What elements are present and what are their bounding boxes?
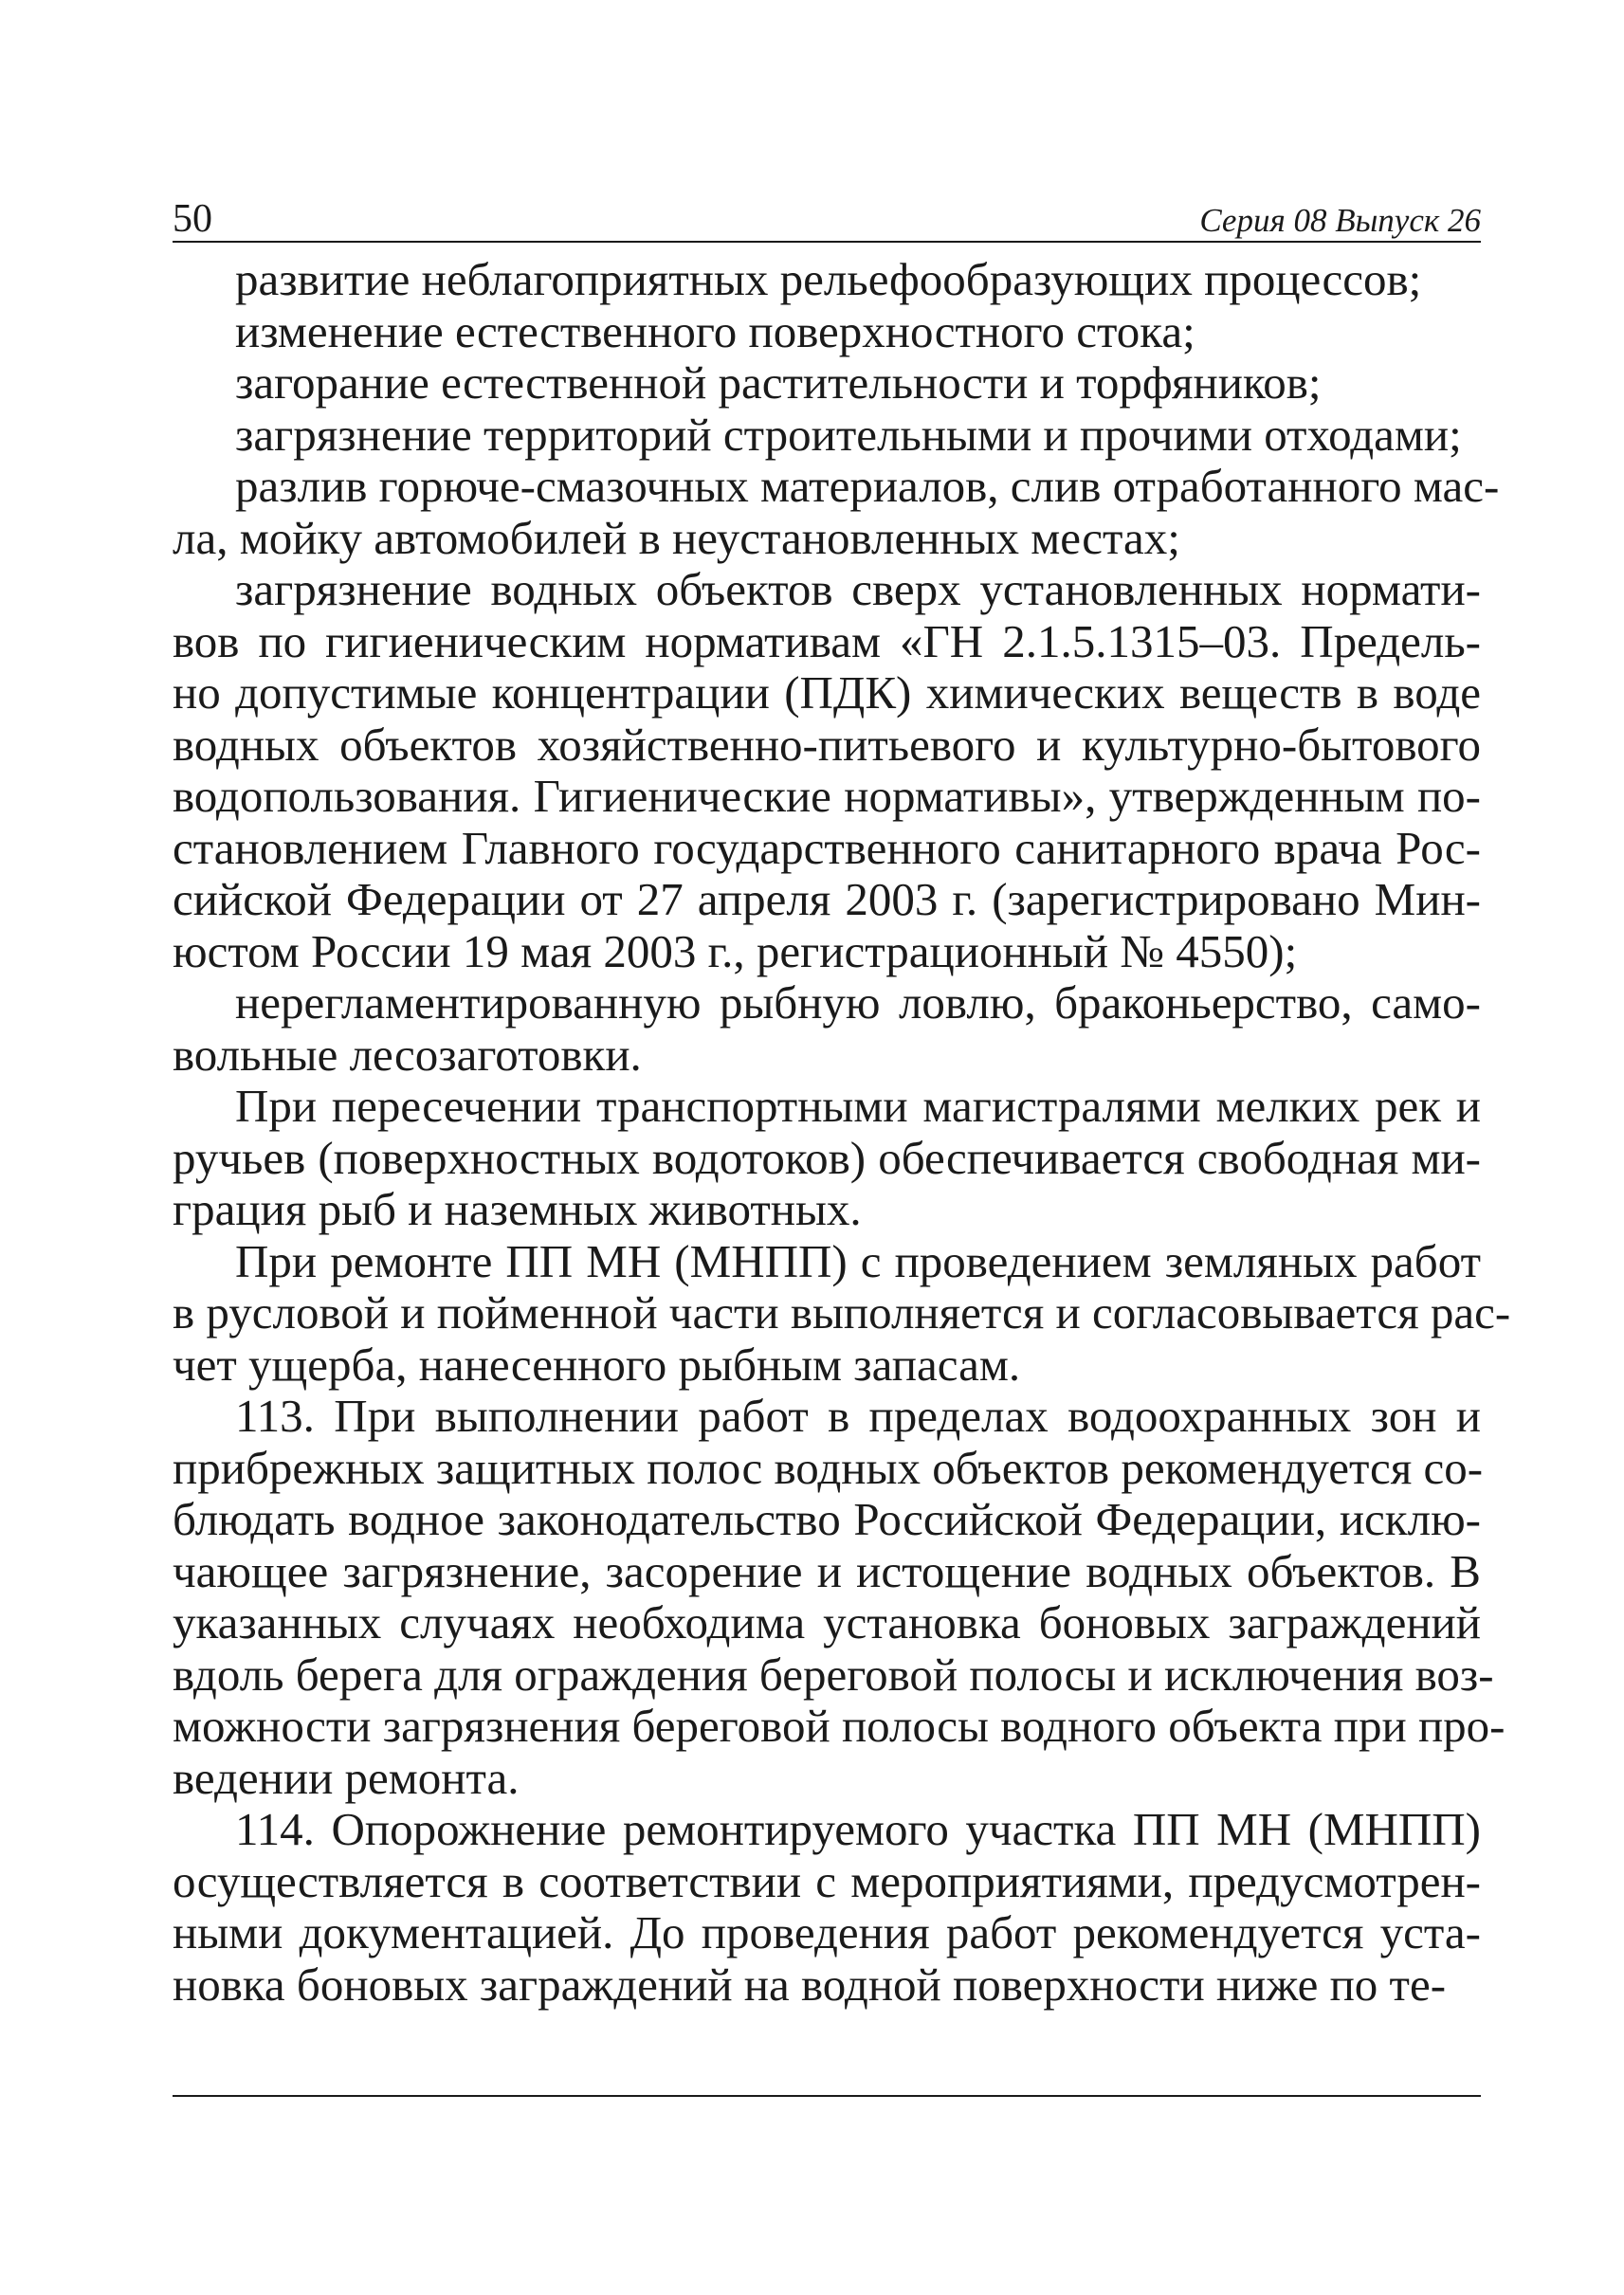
text-line: При пересечении транспортными магистралями мелких рек и [235,1080,1481,1132]
paragraph [173,977,1481,1081]
text-line: нерегламентированную рыбную ловлю, браконьерство, само- [235,976,1481,1029]
text-line: в русловой и пойменной части выполняется и согласовывается рас- [173,1286,1511,1339]
paragraph [173,564,1481,977]
text-line: блюдать водное законодательство Российской Федерации, исклю- [173,1493,1481,1545]
series-title: Серия 08 Выпуск 26 [1199,202,1481,239]
text-line: ведении ремонта. [173,1751,520,1804]
text-line: водопользования. Гигиенические нормативы», утвержденным по- [173,770,1481,822]
text-line: новка боновых заграждений на водной поверхности ниже по те- [173,1958,1447,2011]
paragraph [173,1804,1481,2011]
text-line: можности загрязнения береговой полосы водного объекта при про- [173,1700,1505,1752]
footer-rule [173,2095,1481,2097]
paragraph [173,1390,1505,1804]
text-line: 113. При выполнении работ в пределах водоохранных зон и [235,1390,1481,1442]
text-line: чет ущерба, нанесенного рыбным запасам. [173,1338,1021,1391]
text-line: осуществляется в соответствии с мероприятиями, предусмотрен- [173,1854,1481,1907]
paragraph [173,1081,1481,1236]
text-line: изменение естественного поверхностного стока; [235,304,1195,357]
text-line: При ремонте ПП МН (МНПП) с проведением земляных работ [235,1234,1481,1287]
paragraph [173,254,1481,306]
text-line: указанных случаях необходима установка боновых заграждений [173,1596,1481,1648]
text-line: загорание естественной растительности и торфяников; [235,356,1322,409]
text-line: ла, мойку автомобилей в неустановленных местах; [173,511,1180,564]
text-line: грация рыб и наземных животных. [173,1183,862,1235]
text-line: юстом России 19 мая 2003 г., регистрационный № 4550); [173,924,1298,977]
text-line: становлением Главного государственного санитарного врача Рос- [173,821,1481,874]
page-number: 50 [173,197,212,241]
text-line: ными документацией. До проведения работ рекомендуется уста- [173,1906,1481,1958]
paragraph [173,357,1481,410]
paragraph [173,460,1500,564]
page-header [173,190,1481,243]
text-line: вольные лесозаготовки. [173,1028,642,1081]
text-line: разлив горюче-смазочных материалов, слив отработанного мас- [235,460,1500,512]
text-line: прибрежных защитных полос водных объектов рекомендуется со- [173,1441,1484,1494]
paragraph [173,1234,1511,1392]
text-line: 114. Опорожнение ремонтируемого участка ПП МН (МНПП) [235,1803,1481,1855]
text-line: но допустимые концентрации (ПДК) химических веществ в воде [173,666,1481,719]
text-line: ручьев (поверхностных водотоков) обеспечивается свободная ми- [173,1131,1481,1184]
page-body [173,253,1511,2011]
text-line: чающее загрязнение, засорение и истощение водных объектов. В [173,1544,1481,1597]
text-line: вдоль берега для ограждения береговой полосы и исключения воз- [173,1648,1494,1701]
text-line: загрязнение водных объектов сверх установленных нормати- [235,563,1481,615]
text-line: развитие неблагоприятных рельефообразующих процессов; [235,253,1422,305]
text-line: вов по гигиеническим нормативам «ГН 2.1.5.1315–03. Предель- [173,614,1481,667]
text-line: сийской Федерации от 27 апреля 2003 г. (зарегистрировано Мин- [173,873,1481,925]
text-line: загрязнение территорий строительными и прочими отходами; [235,408,1462,461]
text-line: водных объектов хозяйственно-питьевого и культурно-бытового [173,718,1481,771]
paragraph [173,306,1481,358]
paragraph [173,410,1481,462]
